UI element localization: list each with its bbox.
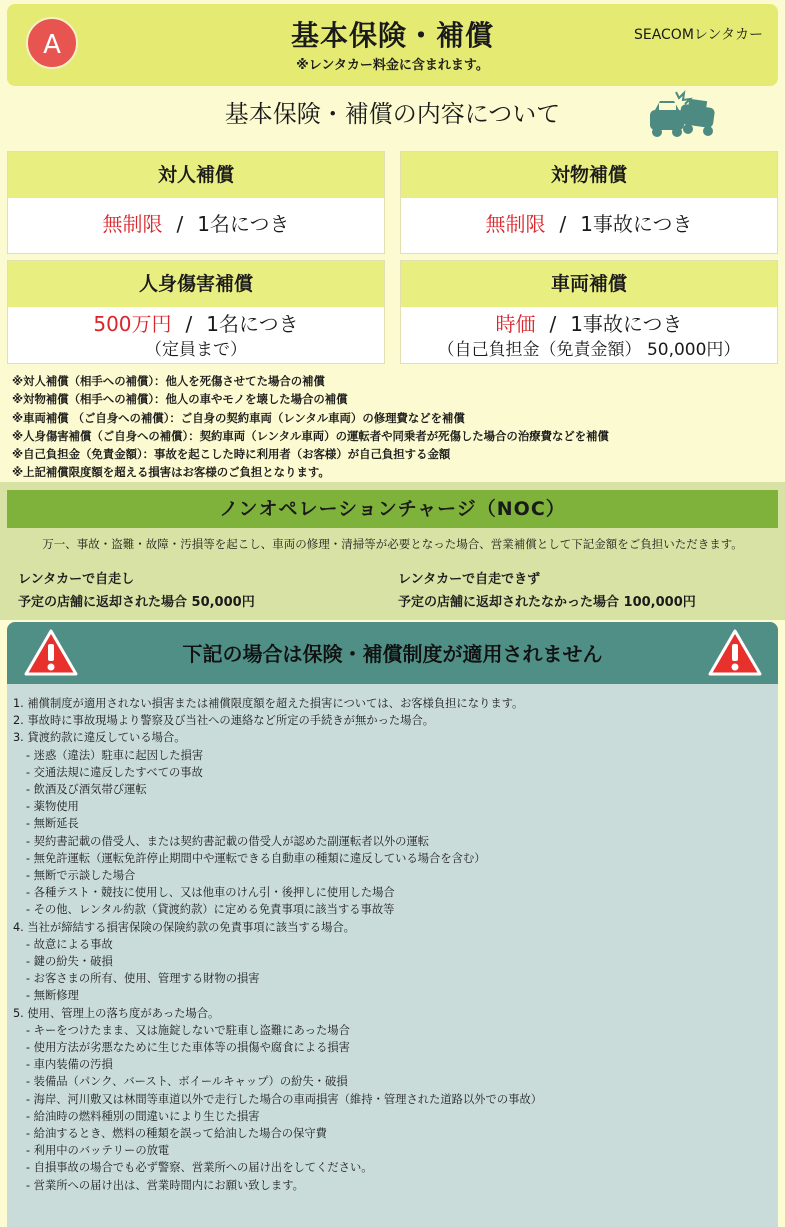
exclusion-sub-item: - 海岸、河川敷又は林間等車道以外で走行した場合の車両損害（維持・管理された道路以外での事故） <box>26 1092 543 1106</box>
card-unit: 1名につき <box>206 312 299 336</box>
exclusion-list <box>13 695 542 1194</box>
card-title: 車両補償 <box>401 261 777 307</box>
card-personal-injury <box>7 260 385 364</box>
noc-description: 万一、事故・盗難・故障・汚損等を起こし、車両の修理・清掃等が必要となった場合、営業補償として下記金額をご負担いただきます。 <box>42 537 743 551</box>
exclusion-sub-item: - 利用中のバッテリーの放電 <box>26 1144 170 1158</box>
note-item: ※自己負担金（免責金額）：事故を起こした時に利用者（お客様）が自己負担する金額 <box>12 447 451 462</box>
exclusion-sub-item: - 各種テスト・競技に使用し、又は他車のけん引・後押しに使用した場合 <box>26 886 395 900</box>
card-property-damage <box>400 151 778 254</box>
card-sep: / <box>185 312 193 336</box>
card-note: （自己負担金（免責金額） 50,000円） <box>437 340 741 360</box>
card-amount: 時価 <box>495 312 536 336</box>
exclusion-item: 5. 使用、管理上の落ち度があった場合。 <box>13 1006 220 1020</box>
noc-left-line2: 予定の店舗に返却された場合 50,000円 <box>18 595 255 610</box>
note-item: ※対物補償（相手への補償）：他人の車やモノを壊した場合の補償 <box>12 392 348 407</box>
card-body <box>401 198 777 237</box>
noc-right-line2: 予定の店舗に返却されたなかった場合 100,000円 <box>398 595 696 610</box>
exclusion-sub-item: - 給油するとき、燃料の種類を誤って給油した場合の保守費 <box>26 1127 327 1141</box>
warning-body <box>7 684 778 1227</box>
noc-right <box>398 568 696 614</box>
note-item: ※上記補償限度額を超える損害はお客様のご負担となります。 <box>12 465 330 480</box>
noc-right-line1: レンタカーで自走できず <box>398 572 541 587</box>
exclusion-sub-item: - 無免許運転（運転免許停止期間中や運転できる自動車の種類に違反している場合を含む） <box>26 851 486 865</box>
noc-left-line1: レンタカーで自走し <box>18 572 135 587</box>
exclusion-sub-item: - 車内装備の汚損 <box>26 1058 113 1072</box>
noc-section <box>0 482 785 620</box>
card-unit: 1事故につき <box>570 312 683 336</box>
warning-section <box>0 622 785 1227</box>
card-unit: 1名につき <box>197 212 290 236</box>
exclusion-sub-item: - 使用方法が劣悪なために生じた車体等の損傷や腐食による損害 <box>26 1041 350 1055</box>
card-amount: 無制限 <box>102 212 163 236</box>
brand-name: SEACOMレンタカー <box>633 27 763 43</box>
warning-triangle-icon <box>707 628 763 678</box>
car-crash-icon <box>648 88 716 140</box>
section-title: 基本保険・補償の内容について <box>224 100 561 128</box>
exclusion-sub-item: - 無断で示談した場合 <box>26 869 136 883</box>
page-title: 基本保険・補償 <box>290 19 494 52</box>
card-sep: / <box>559 212 567 236</box>
exclusion-item: 4. 当社が締結する損害保険の保険約款の免責事項に該当する場合。 <box>13 920 355 934</box>
page-subtitle: ※レンタカー料金に含まれます。 <box>296 58 489 73</box>
exclusion-sub-item: - 無断延長 <box>26 817 79 831</box>
card-unit: 1事故につき <box>580 212 693 236</box>
exclusion-sub-item: - 自損事故の場合でも必ず警察、営業所への届け出をしてください。 <box>26 1161 373 1175</box>
card-sep: / <box>176 212 184 236</box>
exclusion-sub-item: - 契約書記載の借受人、または契約書記載の借受人が認めた副運転者以外の運転 <box>26 834 430 848</box>
exclusion-sub-item: - 鍵の紛失・破損 <box>26 955 113 969</box>
note-item: ※対人補償（相手への補償）：他人を死傷させてた場合の補償 <box>12 374 325 388</box>
exclusion-sub-item: - 故意による事故 <box>26 937 113 951</box>
card-body <box>8 198 384 237</box>
warning-title: 下記の場合は保険・補償制度が適用されません <box>182 642 603 666</box>
card-amount: 無制限 <box>485 212 546 236</box>
exclusion-sub-item: - 飲酒及び酒気帯び運転 <box>26 783 147 797</box>
card-note: （定員まで） <box>145 340 247 360</box>
card-sep: / <box>549 312 557 336</box>
card-body <box>401 307 777 363</box>
card-vehicle <box>400 260 778 364</box>
notes-list <box>12 372 609 482</box>
card-amount: 500万円 <box>93 312 172 336</box>
exclusion-sub-item: - 迷惑（違法）駐車に起因した損害 <box>26 748 204 762</box>
card-personal-liability <box>7 151 385 254</box>
card-title: 対物補償 <box>401 152 777 198</box>
badge-a: A <box>26 17 78 69</box>
noc-left <box>18 568 255 614</box>
exclusion-sub-item: - お客さまの所有、使用、管理する財物の損害 <box>26 972 260 986</box>
exclusion-item: 2. 事故時に事故現場より警察及び当社への連絡など所定の手続きが無かった場合。 <box>13 714 435 728</box>
exclusion-sub-item: - 装備品（パンク、バースト、ボイールキャップ）の紛失・破損 <box>26 1075 348 1089</box>
exclusion-item: 1. 補償制度が適用されない損害または補償限度額を超えた損害については、お客様負担になります。 <box>13 697 524 710</box>
exclusion-sub-item: - その他、レンタル約款（貸渡約款）に定める免責事項に該当する事故等 <box>26 903 395 917</box>
exclusion-sub-item: - 薬物使用 <box>26 800 79 814</box>
warning-header <box>7 622 778 684</box>
exclusion-sub-item: - キーをつけたまま、又は施錠しないで駐車し盗難にあった場合 <box>26 1023 350 1037</box>
exclusion-sub-item: - 給油時の燃料種別の間違いにより生じた損害 <box>26 1109 260 1123</box>
note-item: ※車両補償 （ご自身への補償）：ご自身の契約車両（レンタル車両）の修理費などを補償 <box>12 410 465 425</box>
exclusion-sub-item: - 交通法規に違反したすべての事故 <box>26 765 203 779</box>
note-item: ※人身傷害補償（ご自身への補償）：契約車両（レンタル車両）の運転者や同乗者が死傷した場合の治療費などを補償 <box>12 428 609 443</box>
exclusion-sub-item: - 営業所への届け出は、営業時間内にお願い致します。 <box>26 1178 304 1192</box>
noc-title: ノンオペレーションチャージ（NOC） <box>7 490 778 528</box>
card-body <box>8 307 384 363</box>
card-title: 対人補償 <box>8 152 384 198</box>
exclusion-sub-item: - 無断修理 <box>26 989 79 1003</box>
exclusion-item: 3. 貸渡約款に違反している場合。 <box>13 731 186 745</box>
card-title: 人身傷害補償 <box>8 261 384 307</box>
